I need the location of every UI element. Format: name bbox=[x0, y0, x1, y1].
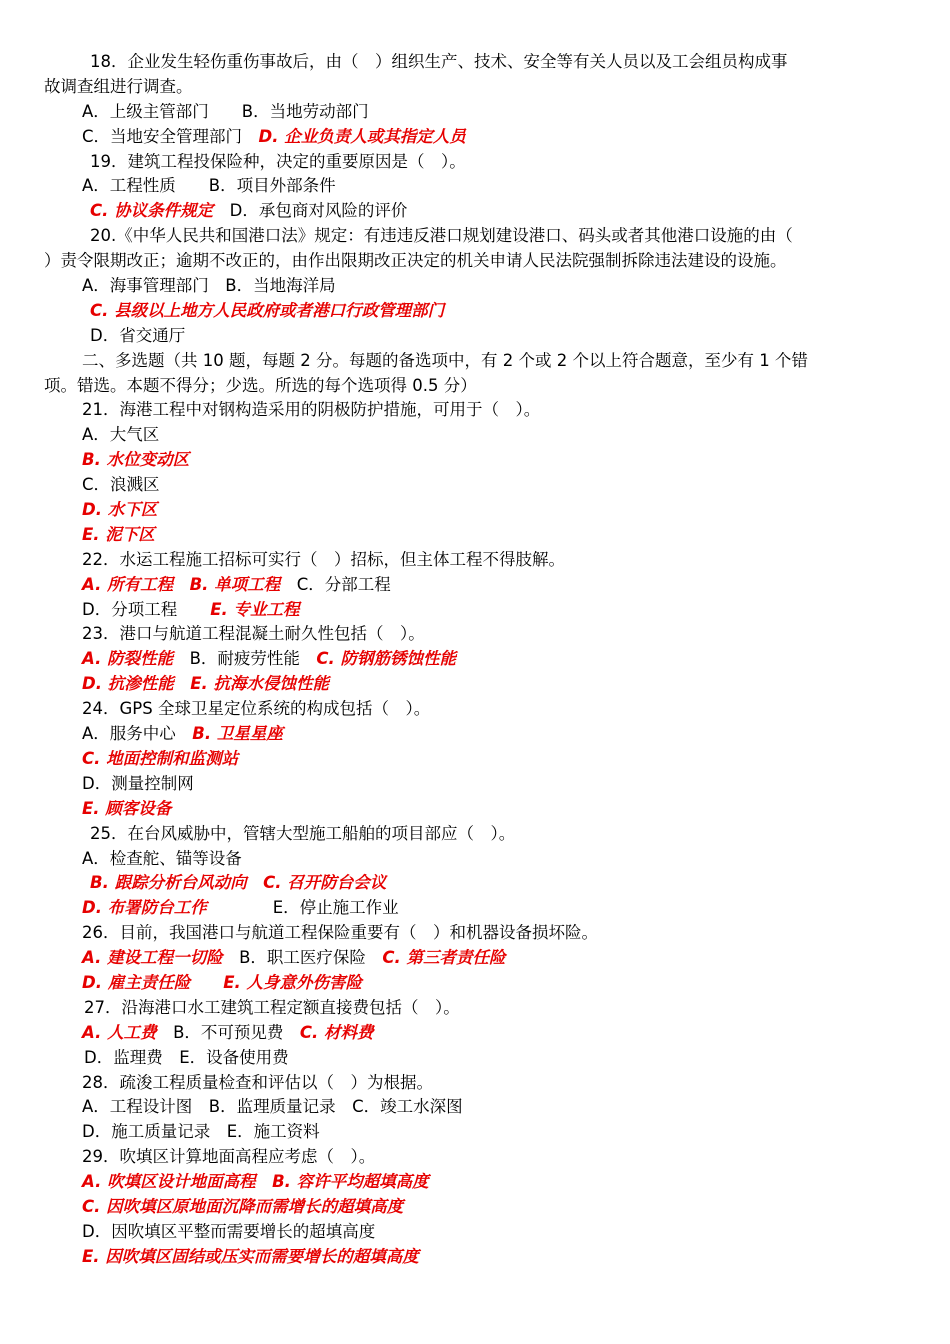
text-line bbox=[44, 1095, 904, 1120]
text-line bbox=[44, 150, 904, 175]
question-text: A．上级主管部门 B．当地劳动部门 bbox=[82, 101, 369, 121]
answer-text: A. 防裂性能 bbox=[82, 649, 174, 669]
text-line bbox=[44, 1195, 904, 1220]
text-line bbox=[44, 374, 904, 399]
answer-text: C. 县级以上地方人民政府或者港口行政管理部门 bbox=[90, 300, 445, 320]
question-text: B．职工医疗保险 bbox=[222, 948, 383, 968]
question-text: 项。错选。本题不得分；少选。所选的每个选项得 0.5 分） bbox=[44, 375, 477, 395]
question-text: C．分部工程 bbox=[280, 574, 391, 594]
text-line bbox=[44, 448, 904, 473]
text-line bbox=[44, 498, 904, 523]
answer-text: C. 地面控制和监测站 bbox=[82, 748, 239, 768]
question-text: 19．建筑工程投保险种，决定的重要原因是（ ）。 bbox=[90, 151, 466, 171]
question-text: 26．目前，我国港口与航道工程保险重要有（ ）和机器设备损坏险。 bbox=[82, 923, 598, 943]
question-text: 29．吹填区计算地面高程应考虑（ ）。 bbox=[82, 1147, 376, 1167]
question-text: B．不可预见费 bbox=[156, 1022, 300, 1042]
text-line bbox=[44, 473, 904, 498]
question-text: D．测量控制网 bbox=[82, 773, 194, 793]
text-line bbox=[44, 398, 904, 423]
question-text: A．工程设计图 B．监理质量记录 C．竣工水深图 bbox=[82, 1097, 463, 1117]
question-text: 18．企业发生轻伤重伤事故后，由（ ）组织生产、技术、安全等有关人员以及工会组员构成事 bbox=[90, 52, 788, 71]
text-line bbox=[44, 423, 904, 448]
text-line bbox=[44, 1245, 904, 1270]
text-line bbox=[44, 847, 904, 872]
question-text: D．因吹填区平整而需要增长的超填高度 bbox=[82, 1221, 376, 1241]
text-line bbox=[44, 1220, 904, 1245]
question-text: 故调查组进行调查。 bbox=[44, 76, 193, 96]
question-text: 23．港口与航道工程混凝土耐久性包括（ ）。 bbox=[82, 624, 425, 644]
question-text: C．当地安全管理部门 bbox=[82, 126, 259, 146]
question-text: 21．海港工程中对钢构造采用的阴极防护措施，可用于（ ）。 bbox=[82, 400, 541, 420]
text-line bbox=[44, 697, 904, 722]
text-line bbox=[44, 772, 904, 797]
text-line bbox=[44, 946, 904, 971]
answer-text: E. 顾客设备 bbox=[82, 798, 172, 818]
text-line bbox=[44, 75, 904, 100]
text-line bbox=[44, 647, 904, 672]
answer-text: D. 企业负责人或其指定人员 bbox=[258, 126, 466, 146]
text-line bbox=[44, 598, 904, 623]
question-text: 20.《中华人民共和国港口法》规定：有违违反港口规划建设港口、码头或者其他港口设施的由（ bbox=[90, 226, 793, 246]
question-text: A．大气区 bbox=[82, 425, 160, 445]
text-line bbox=[44, 1120, 904, 1145]
question-text: 二、多选题（共 10 题，每题 2 分。每题的备选项中，有 2 个或 2 个以上符合题意，至少有 1 个错 bbox=[82, 350, 808, 370]
text-line bbox=[44, 722, 904, 747]
text-line bbox=[44, 1145, 904, 1170]
question-text: A．海事管理部门 B．当地海洋局 bbox=[82, 276, 336, 296]
answer-text: D. 雇主责任险 E. 人身意外伤害险 bbox=[82, 972, 362, 992]
text-line bbox=[44, 523, 904, 548]
question-text: D．监理费 E．设备使用费 bbox=[84, 1047, 289, 1067]
text-line bbox=[44, 299, 904, 324]
question-text: 22．水运工程施工招标可实行（ ）招标，但主体工程不得肢解。 bbox=[82, 549, 565, 569]
text-line bbox=[44, 921, 904, 946]
answer-text: D. 水下区 bbox=[82, 500, 158, 520]
text-line bbox=[44, 324, 904, 349]
question-text: 24．GPS 全球卫星定位系统的构成包括（ ）。 bbox=[82, 699, 431, 719]
question-text: A．检查舵、锚等设备 bbox=[82, 848, 242, 868]
question-text: D．施工质量记录 E．施工资料 bbox=[82, 1122, 320, 1142]
question-text: C．浪溅区 bbox=[82, 475, 160, 495]
text-line bbox=[44, 548, 904, 573]
text-line bbox=[44, 747, 904, 772]
answer-text: A. 建设工程一切险 bbox=[82, 948, 223, 968]
text-line bbox=[44, 622, 904, 647]
question-text: 25．在台风威胁中，管辖大型施工船舶的项目部应（ ）。 bbox=[90, 823, 516, 843]
answer-text: E. 泥下区 bbox=[82, 524, 155, 544]
answer-text: A. 人工费 bbox=[82, 1022, 157, 1042]
answer-text: B. 跟踪分析台风动向 C. 召开防台会议 bbox=[90, 873, 387, 893]
answer-text: B. 水位变动区 bbox=[82, 450, 190, 470]
text-line bbox=[44, 996, 904, 1021]
question-text: E．停止施工作业 bbox=[206, 898, 399, 918]
text-line bbox=[44, 1071, 904, 1096]
text-line bbox=[44, 797, 904, 822]
text-line bbox=[44, 822, 904, 847]
question-text: ）责令限期改正；逾期不改正的，由作出限期改正决定的机关申请人民法院强制拆除违法建设的设施。 bbox=[44, 251, 787, 271]
question-text: A．工程性质 B．项目外部条件 bbox=[82, 176, 336, 196]
question-text: A．服务中心 bbox=[82, 724, 193, 744]
text-line bbox=[44, 50, 904, 75]
text-line bbox=[44, 871, 904, 896]
text-line bbox=[44, 100, 904, 125]
answer-text: A. 吹填区设计地面高程 B. 容许平均超填高度 bbox=[82, 1172, 429, 1192]
text-line bbox=[44, 1170, 904, 1195]
answer-text: C. 协议条件规定 bbox=[90, 201, 214, 221]
text-line bbox=[44, 672, 904, 697]
question-text: 27．沿海港口水工建筑工程定额直接费包括（ ）。 bbox=[84, 997, 460, 1017]
answer-text: E. 因吹填区固结或压实而需要增长的超填高度 bbox=[82, 1246, 419, 1266]
question-text: D．省交通厅 bbox=[90, 325, 186, 345]
answer-text: D. 抗渗性能 E. 抗海水侵蚀性能 bbox=[82, 674, 329, 694]
document-page bbox=[44, 50, 904, 1270]
answer-text: C. 因吹填区原地面沉降而需增长的超填高度 bbox=[82, 1196, 404, 1216]
answer-text: E. 专业工程 bbox=[210, 599, 300, 619]
text-line bbox=[44, 249, 904, 274]
text-line bbox=[44, 1021, 904, 1046]
question-text: D．承包商对风险的评价 bbox=[213, 201, 408, 221]
text-line bbox=[44, 573, 904, 598]
answer-text: C. 材料费 bbox=[299, 1022, 374, 1042]
text-line bbox=[44, 174, 904, 199]
answer-text: D. 布署防台工作 bbox=[82, 898, 207, 918]
question-text: 28．疏浚工程质量检查和评估以（ ）为根据。 bbox=[82, 1072, 433, 1092]
text-line bbox=[44, 199, 904, 224]
text-line bbox=[44, 349, 904, 374]
answer-text: B. 卫星星座 bbox=[192, 724, 283, 744]
text-line bbox=[44, 224, 904, 249]
answer-text: A. 所有工程 B. 单项工程 bbox=[82, 574, 281, 594]
question-text: D．分项工程 bbox=[82, 599, 211, 619]
text-line bbox=[44, 274, 904, 299]
text-line bbox=[44, 125, 904, 150]
question-text: B．耐疲劳性能 bbox=[173, 649, 317, 669]
answer-text: C. 第三者责任险 bbox=[382, 948, 506, 968]
text-line bbox=[44, 1046, 904, 1071]
text-line bbox=[44, 896, 904, 921]
text-line bbox=[44, 971, 904, 996]
answer-text: C. 防钢筋锈蚀性能 bbox=[316, 649, 457, 669]
